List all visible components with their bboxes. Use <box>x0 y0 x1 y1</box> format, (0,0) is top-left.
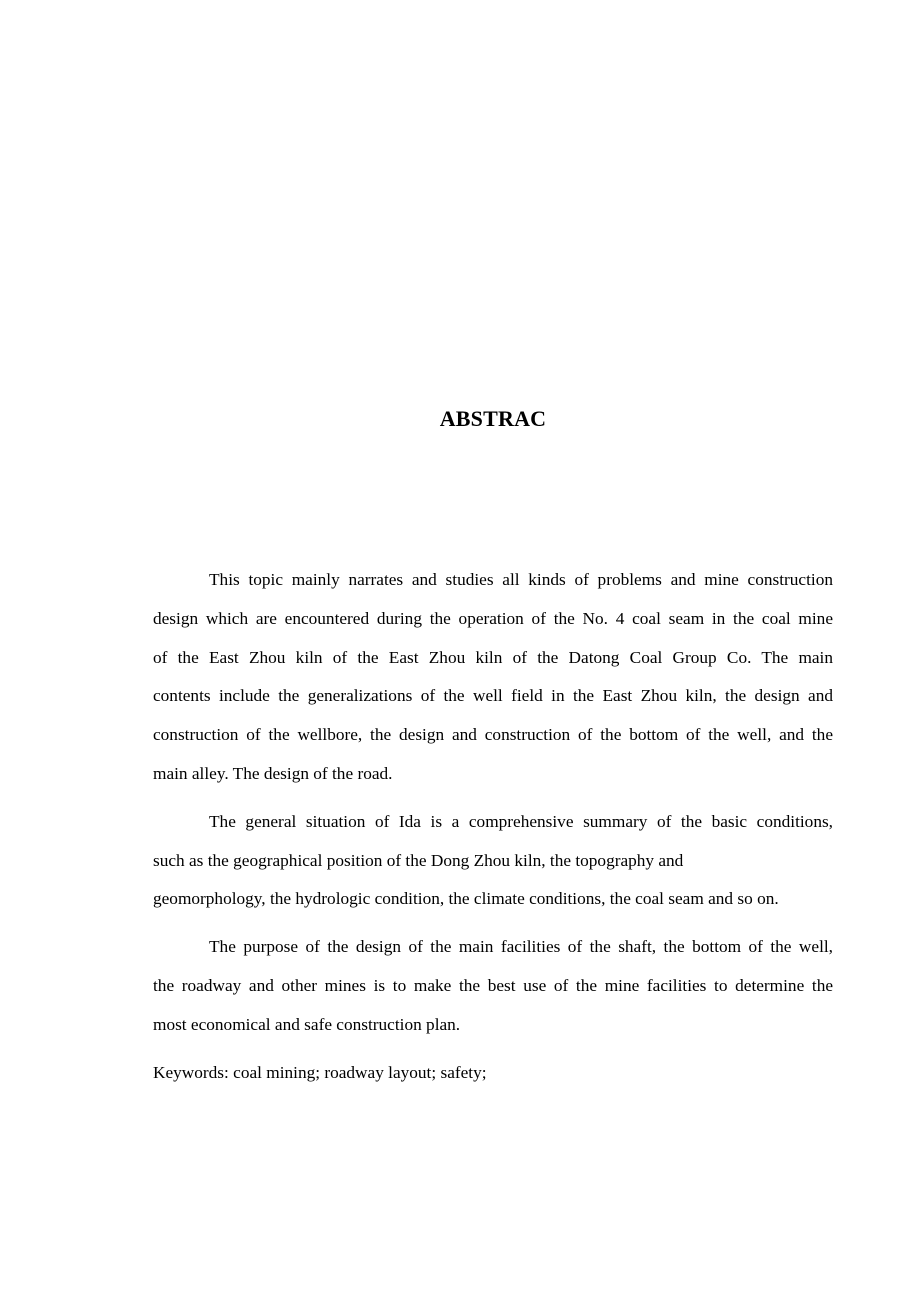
keywords-line: Keywords: coal mining; roadway layout; safety; <box>153 1062 487 1082</box>
text-line: of the East Zhou kiln of the East Zhou kiln of the Datong Coal Group Co. The main <box>153 647 833 667</box>
text-line: main alley. The design of the road. <box>153 763 393 783</box>
text-line: the roadway and other mines is to make the best use of the mine facilities to determine the <box>153 975 833 995</box>
text-line: geomorphology, the hydrologic condition, the climate conditions, the coal seam and so on. <box>153 889 779 909</box>
text-line: contents include the generalizations of the well field in the East Zhou kiln, the design and <box>153 686 833 706</box>
text-line: most economical and safe construction plan. <box>153 1014 461 1034</box>
abstract-title: ABSTRAC <box>439 406 547 431</box>
abstract-body <box>153 561 833 1092</box>
text-line: The purpose of the design of the main facilities of the shaft, the bottom of the well, <box>209 937 833 957</box>
abstract-paragraph-1 <box>153 561 833 794</box>
abstract-paragraph-3 <box>153 928 833 1044</box>
text-line: design which are encountered during the operation of the No. 4 coal seam in the coal mine <box>153 608 833 628</box>
text-line: The general situation of Ida is a comprehensive summary of the basic conditions, <box>209 811 833 831</box>
text-line: This topic mainly narrates and studies all kinds of problems and mine construction <box>209 570 833 589</box>
text-line: construction of the wellbore, the design and construction of the bottom of the well, and the <box>153 725 833 745</box>
text-line: such as the geographical position of the Dong Zhou kiln, the topography and <box>153 850 684 870</box>
abstract-paragraph-2 <box>153 803 833 919</box>
